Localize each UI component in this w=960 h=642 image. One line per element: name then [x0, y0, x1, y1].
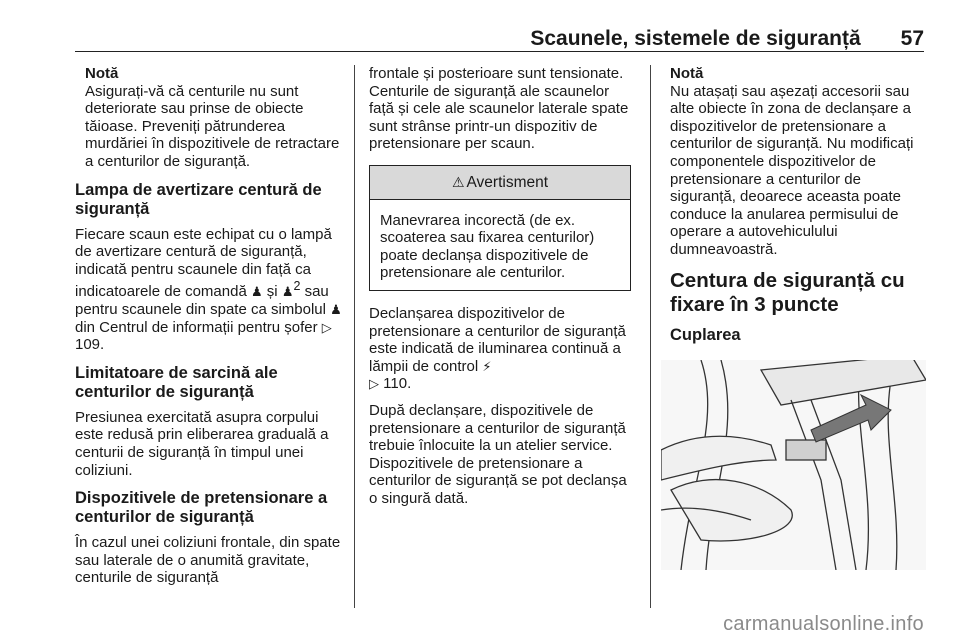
paragraph-text: Declanșarea dispozitivelor de pretensionare a centurilor de siguranță este indicată de iluminarea continuă a lămpii de control [369, 304, 626, 375]
page-ref-arrow-icon: ▷ [369, 376, 379, 392]
warning-header [370, 166, 630, 200]
load-limiter-heading: Limitatoare de sarcină ale centurilor de siguranță [75, 363, 278, 401]
page-ref[interactable]: 109. [75, 336, 105, 354]
header-title: Scaunele, sistemele de siguranță [530, 27, 861, 50]
column-3 [670, 65, 928, 354]
column-divider [650, 65, 651, 608]
watermark: carmanualsonline.info [723, 613, 924, 635]
seat-belt-drawing [661, 360, 926, 570]
note-box [670, 65, 928, 259]
note-title: Notă [85, 65, 119, 82]
seat-belt-icon: ♟ [250, 284, 263, 300]
page-header [530, 27, 924, 53]
column-1 [75, 65, 342, 596]
column-divider [354, 65, 355, 608]
lamp-and: și [266, 283, 278, 301]
sub-heading: Cuplarea [670, 325, 741, 344]
page-ref-arrow-icon: ▷ [321, 319, 332, 335]
warning-title: Avertisment [466, 173, 549, 191]
page-number: 57 [900, 27, 924, 50]
paragraph: frontale și posterioare sunt tensionate. Centurile de siguranță ale scaunelor față și cele ale scaunelor laterale spate sunt strânse printr-un dispozitiv de pretensionare per scaun. [369, 65, 629, 153]
pretensioner-heading: Dispozitivele de pretensionare a centurilor de siguranță [75, 489, 328, 527]
column-2 [369, 65, 635, 516]
note-box [75, 65, 342, 171]
page-ref[interactable]: 110. [383, 375, 412, 393]
warning-text: Manevrarea incorectă (de ex. scoaterea sau fixarea centurilor) poate declanșa dispozitivele de pretensionare ale centurilor. [380, 211, 595, 282]
pretensioner-text: În cazul unei coliziuni frontale, din spate sau laterale de o anumită gravitate, centurile de siguranță [75, 534, 341, 587]
lamp-text: sau pentru scaunele din spate ca simbolul [75, 283, 329, 318]
lamp-text: Fiecare scaun este echipat cu o lampă de avertizare centură de siguranță, indicată pentru scaunele din față ca indicatoarele de comandă [75, 225, 332, 301]
seat-belt-icon: ♟ [281, 284, 294, 300]
seat-belt-illustration [661, 360, 926, 570]
paragraph [369, 305, 635, 393]
paragraph: După declanșare, dispozitivele de pretensionare a centurilor de siguranță trebuie înlocuite la un atelier service. Dispozitivele de pretensionare a centurilor de siguranță se pot declanșa o singură dată. [369, 401, 627, 507]
lamp-text: din Centrul de informații pentru șofer [75, 318, 318, 336]
lamp-heading: Lampa de avertizare centură de siguranță [75, 180, 322, 218]
note-text: Nu atașați sau așezați accesorii sau alte obiecte în zona de declanșare a dispozitivelor de pretensionare a centurilor de siguranță. Nu modificați componentele dispozitivelor de pretensionare a centurilor de siguranță, deoarece aceasta poate conduce la anularea permisului de operare a autovehiculului dumneavoastră. [670, 82, 914, 258]
load-limiter-text: Presiunea exercitată asupra corpului este redusă prin eliberarea graduală a centurii de siguranță în timpul unei coliziuni. [75, 408, 329, 479]
warning-box [369, 165, 631, 291]
warning-triangle-icon: ⚠ [451, 173, 465, 190]
note-title: Notă [670, 65, 704, 82]
section-heading: Centura de siguranță cu fixare în 3 puncte [670, 268, 905, 316]
control-lamp-icon: ⚡ [482, 358, 492, 374]
header-rule [75, 51, 924, 52]
seat-belt-icon: ♟ [330, 301, 342, 317]
note-text: Asigurați-vă că centurile nu sunt deteriorate sau prinse de obiecte tăioase. Preveniți pătrunderea murdăriei în dispozitivele de retractare a centurilor de siguranță. [85, 82, 340, 170]
lamp-paragraph: Fiecare scaun este echipat cu o lampă de avertizare centură de siguranță, indicată pentru scaunele din față ca indicatoarele de comandă ♟ și ♟$^2$ sau pentru scaunele din spate ca simbolul ♟ din Centrul de informații pentru șofer ▷ 109. [75, 225, 342, 354]
